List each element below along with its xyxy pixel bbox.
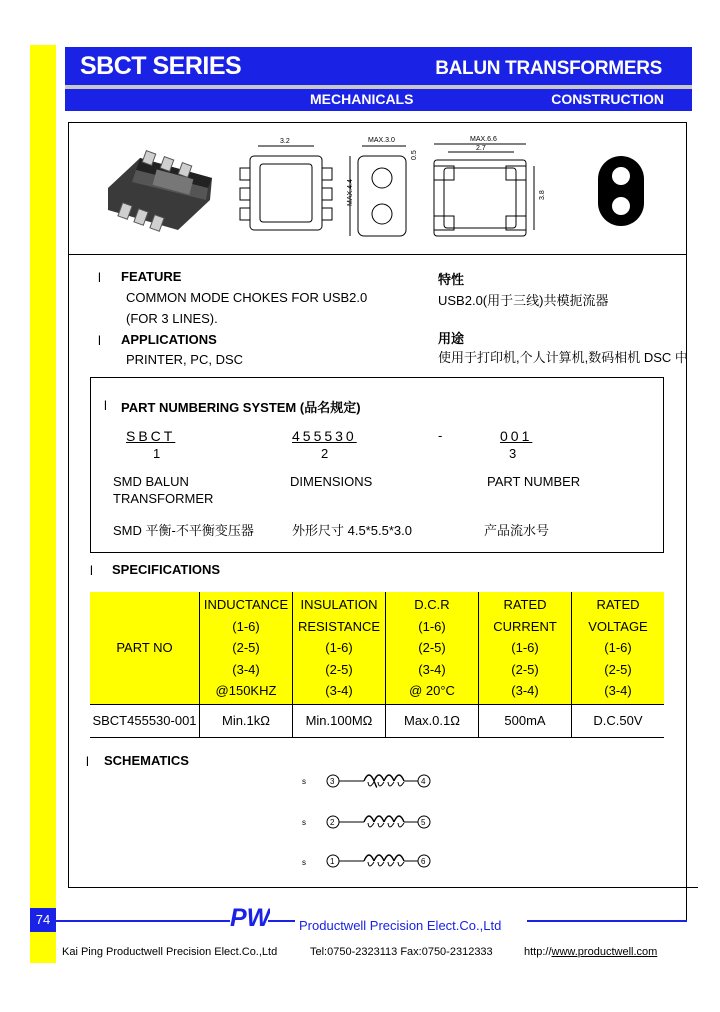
part-code-dash: -: [438, 428, 443, 443]
footer-line-mid: [268, 920, 295, 922]
component-photo: [108, 151, 212, 232]
svg-text:0.5: 0.5: [411, 150, 418, 160]
svg-text:2: 2: [330, 818, 335, 827]
applications-title: APPLICATIONS: [121, 332, 217, 347]
feature-title: FEATURE: [121, 269, 182, 284]
part-code-index-3: 3: [509, 446, 517, 461]
feature-line-1: COMMON MODE CHOKES FOR USB2.0: [126, 290, 368, 305]
table-row: [90, 704, 664, 737]
drawings-divider: [68, 254, 686, 255]
part-code-dimensions: 455530: [292, 428, 357, 444]
winding-3-4: [302, 775, 430, 787]
applications-bullet: l: [98, 333, 101, 348]
header-part-no: PART NO: [90, 592, 200, 704]
side-accent-bar: [30, 45, 56, 963]
schematics-bullet: l: [86, 754, 89, 769]
applications-cn-line: 使用于打印机,个人计算机,数码相机 DSC 中: [438, 350, 688, 365]
svg-text:s: s: [302, 858, 306, 867]
table-header-row: [90, 592, 664, 704]
part-code-prefix: SBCT: [126, 428, 176, 444]
desc-dimensions: DIMENSIONS: [290, 474, 373, 489]
desc-cn-1: SMD 平衡-不平衡变压器: [113, 523, 254, 538]
desc-cn-3: 产品流水号: [484, 523, 550, 538]
desc-part-number: PART NUMBER: [487, 474, 581, 489]
part-code-number: 001: [500, 428, 533, 444]
specifications-title: SPECIFICATIONS: [112, 562, 221, 577]
company-logo: [230, 902, 270, 932]
footer-line-left: [56, 920, 230, 922]
applications-line-1: PRINTER, PC, DSC: [126, 352, 244, 367]
frame-left-border: [68, 122, 69, 888]
desc-transformer: TRANSFORMER: [113, 491, 214, 506]
frame-bottom-border: [68, 887, 698, 888]
mechanical-drawings: [100, 130, 690, 250]
part-code-index-1: 1: [153, 446, 161, 461]
footer-line-right: [527, 920, 687, 922]
series-title: SBCT SERIES: [80, 52, 242, 80]
svg-text:3.8: 3.8: [539, 190, 546, 200]
part-numbering-title: PART NUMBERING SYSTEM (品名规定): [121, 400, 361, 415]
desc-smd-balun: SMD BALUN: [113, 474, 189, 489]
winding-1-6: [302, 855, 430, 867]
svg-text:5: 5: [421, 818, 426, 827]
svg-text:6: 6: [421, 857, 426, 866]
winding-2-5: [302, 816, 430, 828]
cell-rated-voltage: D.C.50V: [572, 704, 665, 737]
svg-text:MAX.4.4: MAX.4.4: [347, 179, 354, 206]
header-rated-voltage: RATED VOLTAGE (1-6) (2-5) (3-4): [572, 592, 665, 704]
feature-cn-title: 特性: [438, 272, 465, 287]
schematic-diagram: [296, 770, 442, 880]
svg-text:3: 3: [330, 777, 335, 786]
cell-part-no: SBCT455530-001: [90, 704, 200, 737]
header-inductance: INDUCTANCE (1-6) (2-5) (3-4) @150KHZ: [200, 592, 293, 704]
specifications-bullet: l: [90, 563, 93, 578]
header-dcr: D.C.R (1-6) (2-5) (3-4) @ 20°C: [386, 592, 479, 704]
feature-line-2: (FOR 3 LINES).: [126, 311, 218, 326]
section-construction: CONSTRUCTION: [551, 91, 664, 107]
specifications-table: [90, 592, 664, 738]
svg-text:s: s: [302, 777, 306, 786]
svg-text:PW: PW: [230, 904, 270, 932]
page-number: 74: [30, 908, 56, 932]
footer-address: Kai Ping Productwell Precision Elect.Co.,Ltd: [62, 946, 278, 958]
binocular-core-icon: [598, 156, 644, 226]
svg-text:3.2: 3.2: [280, 138, 290, 145]
svg-text:1: 1: [330, 857, 335, 866]
product-type-title: BALUN TRANSFORMERS: [435, 58, 662, 79]
section-mechanicals: MECHANICALS: [310, 91, 414, 107]
footer-phone-fax: Tel:0750-2323113 Fax:0750-2312333: [310, 946, 493, 958]
footer-company-name: Productwell Precision Elect.Co.,Ltd: [299, 918, 502, 933]
frame-top-border: [68, 122, 686, 123]
feature-cn-line: USB2.0(用于三线)共模扼流器: [438, 293, 609, 308]
header-insulation: INSULATION RESISTANCE (1-6) (2-5) (3-4): [293, 592, 386, 704]
schematics-title: SCHEMATICS: [104, 753, 189, 768]
header-rated-current: RATED CURRENT (1-6) (2-5) (3-4): [479, 592, 572, 704]
svg-text:MAX.6.6: MAX.6.6: [470, 136, 497, 143]
desc-cn-2: 外形尺寸 4.5*5.5*3.0: [292, 523, 412, 538]
part-numbering-bullet: l: [104, 398, 107, 413]
applications-cn-title: 用途: [438, 331, 465, 346]
svg-text:MAX.3.0: MAX.3.0: [368, 137, 395, 144]
part-code-index-2: 2: [321, 446, 329, 461]
cell-insulation: Min.100MΩ: [293, 704, 386, 737]
feature-bullet: l: [98, 270, 101, 285]
side-view-drawing: [347, 137, 418, 236]
cell-rated-current: 500mA: [479, 704, 572, 737]
cell-dcr: Max.0.1Ω: [386, 704, 479, 737]
top-view-drawing: [240, 138, 332, 230]
pad-layout-drawing: [434, 136, 546, 236]
svg-text:4: 4: [421, 777, 426, 786]
svg-text:s: s: [302, 818, 306, 827]
cell-inductance: Min.1kΩ: [200, 704, 293, 737]
footer-website[interactable]: http://www.productwell.com: [524, 946, 658, 958]
svg-text:2.7: 2.7: [476, 145, 486, 152]
